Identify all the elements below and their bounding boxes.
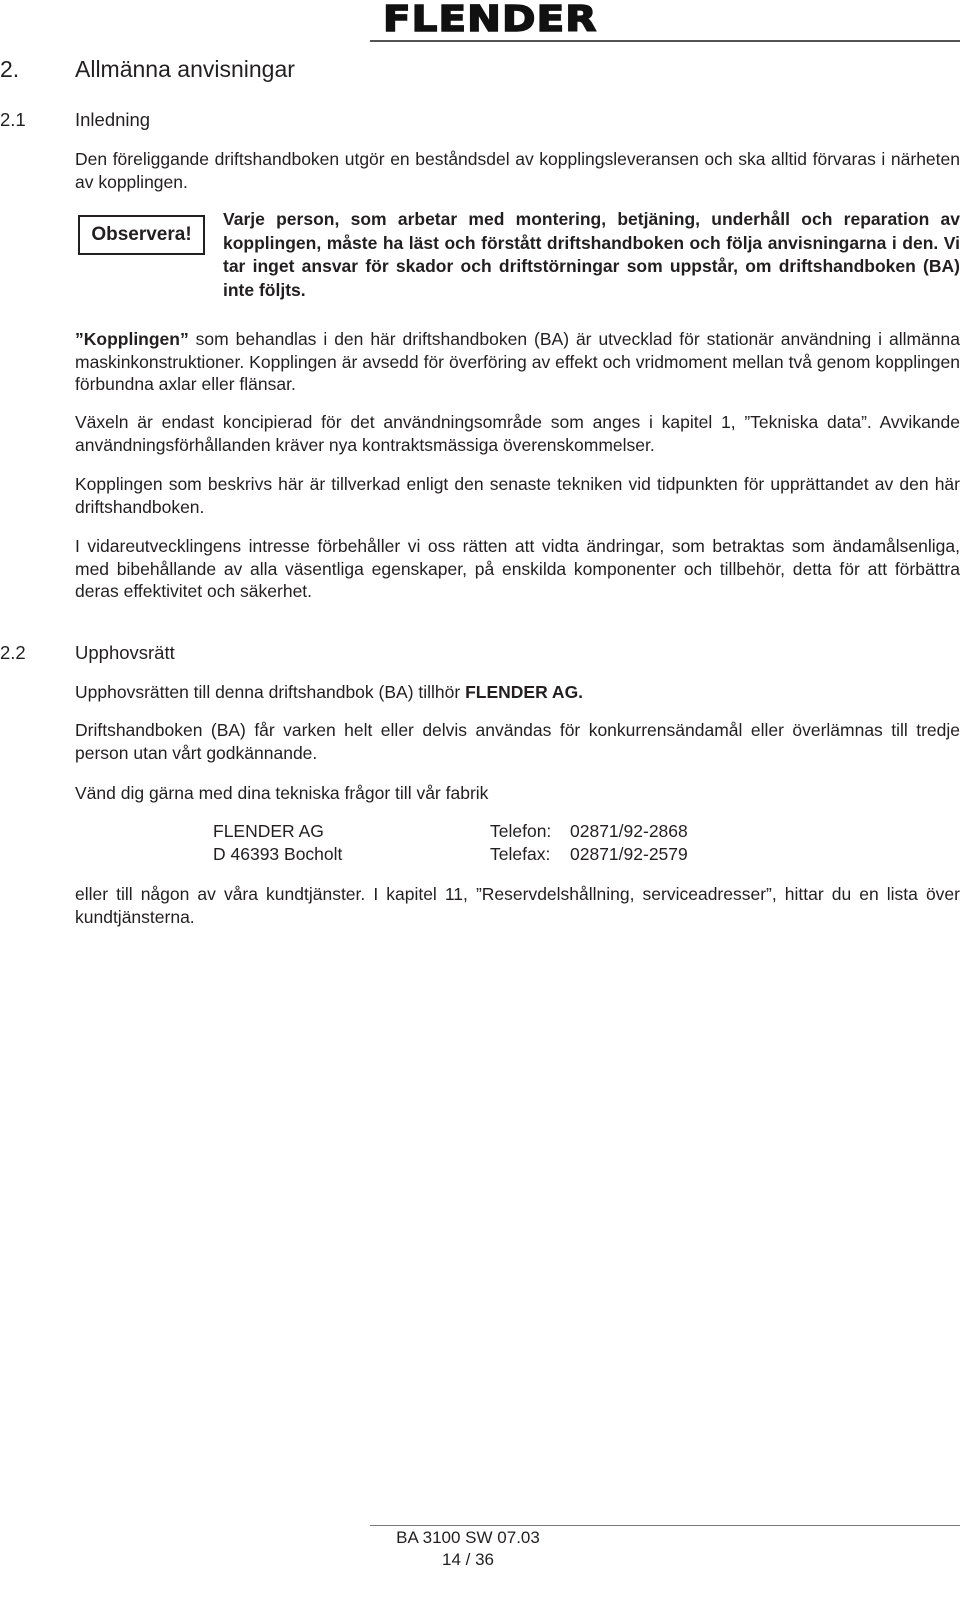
note-label-box xyxy=(78,215,205,255)
subsection-number: 2.2 xyxy=(0,642,26,663)
section-heading xyxy=(0,56,295,82)
copyright-owner: FLENDER AG. xyxy=(465,682,584,702)
subsection-title: Upphovsrätt xyxy=(75,642,175,663)
contact-company: FLENDER AG xyxy=(213,821,324,841)
phone-number: 02871/92-2868 xyxy=(570,821,688,841)
contact-block xyxy=(213,820,688,866)
service-paragraph: eller till någon av våra kundtjänster. I kapitel 11, ”Reservdelshållning, serviceadresser”, hittar du en lista över kundtjänsterna. xyxy=(75,884,960,927)
copyright-paragraph xyxy=(75,681,960,704)
contact-address: D 46393 Bocholt xyxy=(213,844,343,864)
header-rule xyxy=(370,40,960,42)
page-number: 14 / 36 xyxy=(442,1550,494,1569)
subsection-heading-2-1 xyxy=(0,109,150,131)
note-label: Observera! xyxy=(91,224,192,245)
usage-paragraph: Växeln är endast koncipierad för det användningsområde som anges i kapitel 1, ”Tekniska data”. Avvikande användningsförhållanden kräver nya kontraktsmässiga överenskommelser. xyxy=(75,412,960,455)
subsection-number: 2.1 xyxy=(0,109,26,130)
subsection-title: Inledning xyxy=(75,109,151,130)
contact-row xyxy=(213,820,688,843)
fax-number: 02871/92-2579 xyxy=(570,844,688,864)
phone-label: Telefon: xyxy=(490,821,552,841)
section-title: Allmänna anvisningar xyxy=(75,56,295,82)
coupling-lead: ”Kopplingen” xyxy=(75,329,189,349)
coupling-paragraph xyxy=(75,328,960,396)
fax-label: Telefax: xyxy=(490,844,551,864)
page-footer xyxy=(370,1527,566,1571)
technology-paragraph: Kopplingen som beskrivs här är tillverkad enligt den senaste tekniken vid tidpunkten för upprättandet av den här driftshandboken. xyxy=(75,474,960,517)
usage-restriction-paragraph: Driftshandboken (BA) får varken helt eller delvis användas för konkurrensändamål eller överlämnas till tredje person utan vårt godkännande. xyxy=(75,720,960,763)
note-text: Varje person, som arbetar med montering, betjäning, underhåll och reparation av kopplingen, måste ha läst och förstått driftshandboken och följa anvisningarna i den. Vi tar inget ansvar för skador och driftstörningar som uppstår, om driftshandboken (BA) inte följts. xyxy=(223,209,960,300)
development-paragraph: I vidareutvecklingens intresse förbehåller vi oss rätten att vidta ändringar, som betraktas som ändamålsenliga, med bibehållande av alla väsentliga egenskaper, på enskilda komponenter och tillbehör, detta för att förbättra deras effektivitet och säkerhet. xyxy=(75,536,960,601)
flender-logo: FLENDER xyxy=(383,0,598,40)
contact-row xyxy=(213,843,688,866)
intro-paragraph: Den föreliggande driftshandboken utgör en beståndsdel av kopplingsleveransen och ska alltid förvaras i närheten av kopplingen. xyxy=(75,149,960,192)
copyright-text: Upphovsrätten till denna driftshandbok (BA) tillhör xyxy=(75,682,466,702)
section-number: 2. xyxy=(0,56,20,82)
contact-intro-paragraph: Vänd dig gärna med dina tekniska frågor till vår fabrik xyxy=(75,783,489,803)
footer-rule xyxy=(370,1525,960,1526)
subsection-heading-2-2 xyxy=(0,642,175,664)
document-id: BA 3100 SW 07.03 xyxy=(396,1528,540,1547)
coupling-text: som behandlas i den här driftshandboken (BA) är utvecklad för stationär användning i allmänna maskinkonstruktioner. Kopplingen är avsedd för överföring av effekt och vridmoment mellan två genom kopplingen förbundna axlar eller flänsar. xyxy=(75,329,960,394)
